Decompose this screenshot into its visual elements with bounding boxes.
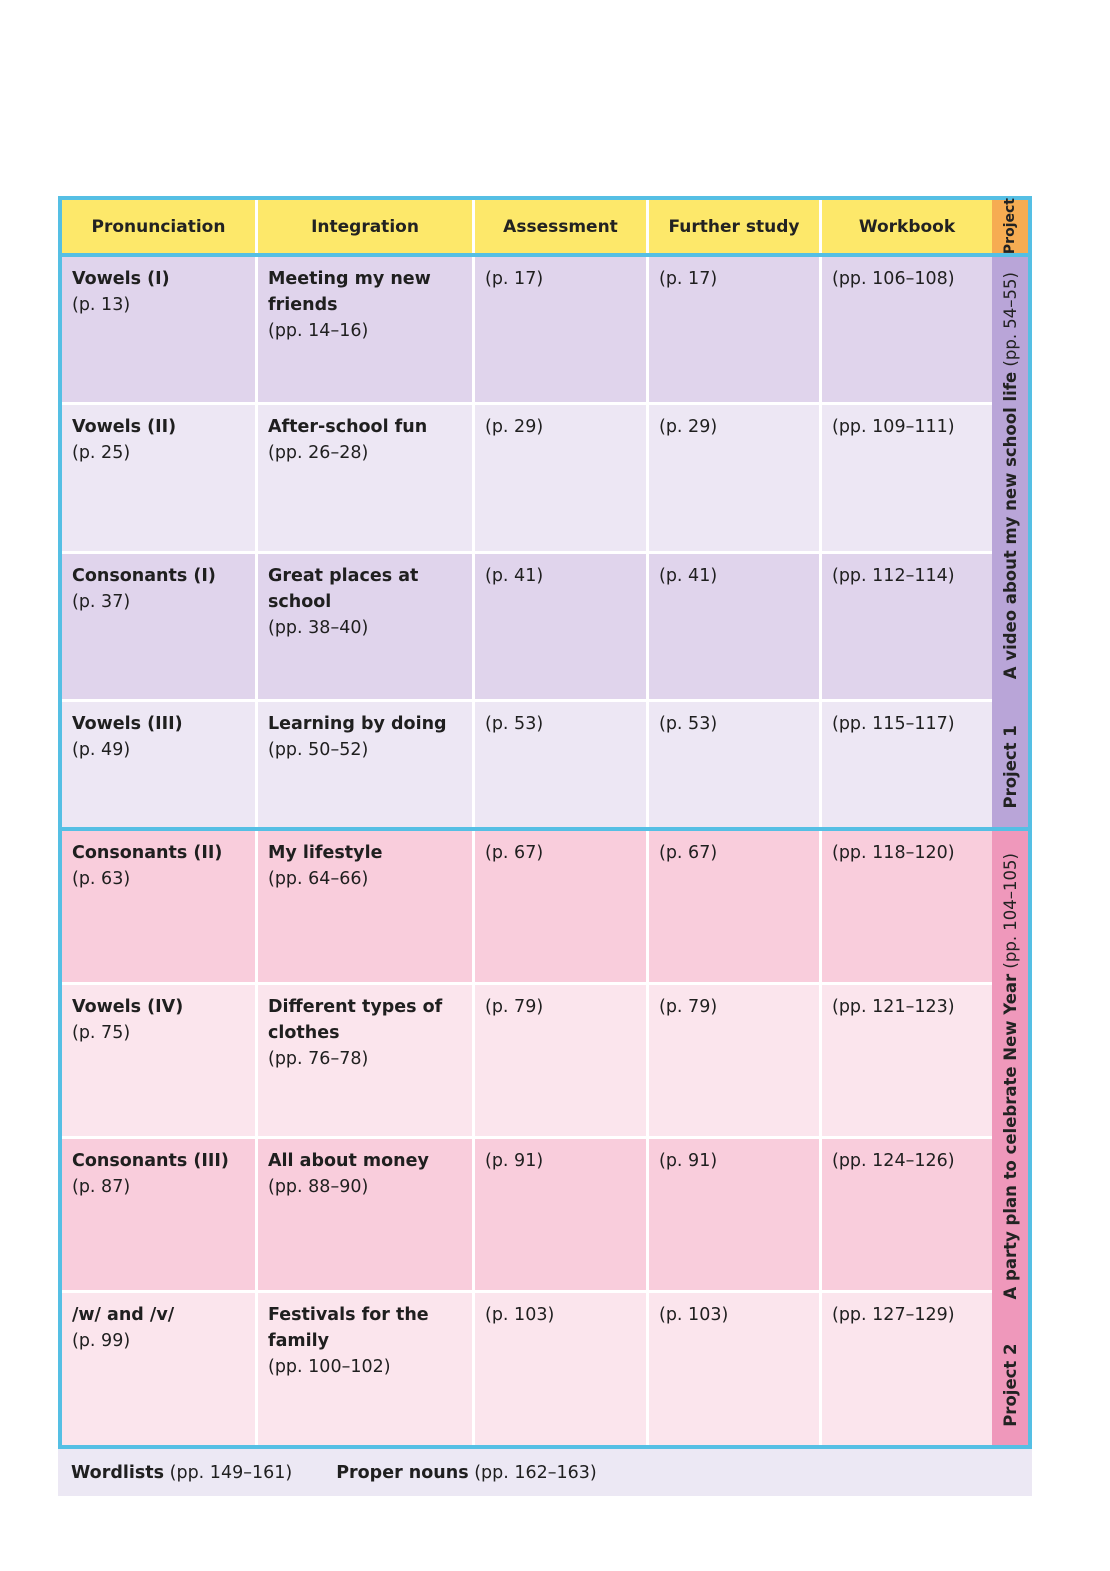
pronunciation-page: (p. 63) xyxy=(72,869,131,889)
unit-1-block xyxy=(58,253,1032,831)
table-header xyxy=(58,196,1032,257)
cell-workbook xyxy=(822,405,992,551)
further-study-page: (p. 91) xyxy=(659,1151,718,1171)
table-row xyxy=(62,257,992,405)
cell-integration xyxy=(258,257,475,402)
pronunciation-title: Consonants (II) xyxy=(72,843,223,863)
integration-title: All about money xyxy=(268,1151,429,1171)
workbook-page: (pp. 118–120) xyxy=(832,843,955,863)
header-pronunciation: Pronunciation xyxy=(62,200,258,253)
assessment-page: (p. 41) xyxy=(485,566,544,586)
integration-pages: (pp. 14–16) xyxy=(268,321,369,341)
cell-further-study xyxy=(649,831,822,982)
cell-workbook xyxy=(822,985,992,1136)
integration-title: My lifestyle xyxy=(268,843,383,863)
cell-integration xyxy=(258,702,475,827)
pronunciation-title: Consonants (III) xyxy=(72,1151,229,1171)
integration-pages: (pp. 38–40) xyxy=(268,618,369,638)
cell-assessment xyxy=(475,554,649,699)
assessment-page: (p. 53) xyxy=(485,714,544,734)
pronunciation-title: Vowels (III) xyxy=(72,714,183,734)
pronunciation-title: Vowels (I) xyxy=(72,269,170,289)
cell-pronunciation xyxy=(62,1139,258,1290)
table-row xyxy=(62,405,992,554)
integration-pages: (pp. 26–28) xyxy=(268,443,369,463)
integration-title: Great places at school xyxy=(268,566,419,612)
cell-further-study xyxy=(649,1293,822,1445)
cell-assessment xyxy=(475,405,649,551)
table-row xyxy=(62,1293,992,1445)
cell-pronunciation xyxy=(62,554,258,699)
cell-integration xyxy=(258,554,475,699)
table-row xyxy=(62,702,992,827)
wordlists-label: Wordlists xyxy=(71,1462,165,1483)
project-pages: (pp. 104–105) xyxy=(1000,853,1020,969)
pronunciation-title: Vowels (II) xyxy=(72,417,177,437)
pronunciation-page: (p. 25) xyxy=(72,443,131,463)
integration-pages: (pp. 50–52) xyxy=(268,740,369,760)
further-study-page: (p. 29) xyxy=(659,417,718,437)
pronunciation-page: (p. 49) xyxy=(72,740,131,760)
project-pages: (pp. 54–55) xyxy=(1000,272,1020,368)
cell-further-study xyxy=(649,257,822,402)
project-title: A video about my new school life xyxy=(1000,372,1020,680)
pronunciation-page: (p. 99) xyxy=(72,1331,131,1351)
integration-pages: (pp. 88–90) xyxy=(268,1177,369,1197)
further-study-page: (p. 103) xyxy=(659,1305,729,1325)
integration-title: Meeting my new friends xyxy=(268,269,431,315)
header-integration: Integration xyxy=(258,200,475,253)
assessment-page: (p. 29) xyxy=(485,417,544,437)
pronunciation-title: Consonants (I) xyxy=(72,566,216,586)
further-study-page: (p. 53) xyxy=(659,714,718,734)
project-title-vertical xyxy=(1001,853,1020,1427)
workbook-page: (pp. 121–123) xyxy=(832,997,955,1017)
integration-pages: (pp. 100–102) xyxy=(268,1357,391,1377)
cell-assessment xyxy=(475,831,649,982)
integration-title: Different types of clothes xyxy=(268,997,443,1043)
cell-pronunciation xyxy=(62,257,258,402)
proper-nouns-pages: (pp. 162–163) xyxy=(474,1462,597,1483)
integration-pages: (pp. 64–66) xyxy=(268,869,369,889)
pronunciation-title: Vowels (IV) xyxy=(72,997,184,1017)
workbook-page: (pp. 124–126) xyxy=(832,1151,955,1171)
integration-title: After-school fun xyxy=(268,417,428,437)
pronunciation-page: (p. 13) xyxy=(72,295,131,315)
project-title-vertical xyxy=(1001,272,1020,809)
project-title: A party plan to celebrate New Year xyxy=(1000,974,1020,1300)
footer-bar xyxy=(58,1449,1032,1496)
project-sidebar xyxy=(992,831,1028,1445)
header-assessment: Assessment xyxy=(475,200,649,253)
project-sidebar xyxy=(992,257,1028,827)
cell-integration xyxy=(258,1139,475,1290)
project-label: Project 2 xyxy=(1000,1343,1020,1427)
further-study-page: (p. 17) xyxy=(659,269,718,289)
cell-pronunciation xyxy=(62,831,258,982)
cell-further-study xyxy=(649,985,822,1136)
cell-pronunciation xyxy=(62,985,258,1136)
footer-proper-nouns xyxy=(336,1463,597,1483)
footer-wordlists xyxy=(71,1463,292,1483)
wordlists-pages: (pp. 149–161) xyxy=(169,1462,293,1483)
pronunciation-page: (p. 75) xyxy=(72,1023,131,1043)
table-row xyxy=(62,554,992,702)
cell-integration xyxy=(258,1293,475,1445)
integration-pages: (pp. 76–78) xyxy=(268,1049,369,1069)
further-study-page: (p. 67) xyxy=(659,843,718,863)
header-further-study: Further study xyxy=(649,200,822,253)
cell-workbook xyxy=(822,831,992,982)
workbook-page: (pp. 115–117) xyxy=(832,714,955,734)
pronunciation-title: /w/ and /v/ xyxy=(72,1305,175,1325)
assessment-page: (p. 91) xyxy=(485,1151,544,1171)
unit-2-block xyxy=(58,827,1032,1449)
cell-assessment xyxy=(475,1293,649,1445)
cell-integration xyxy=(258,985,475,1136)
workbook-page: (pp. 106–108) xyxy=(832,269,955,289)
assessment-page: (p. 17) xyxy=(485,269,544,289)
table-row xyxy=(62,985,992,1139)
further-study-page: (p. 41) xyxy=(659,566,718,586)
pronunciation-page: (p. 37) xyxy=(72,592,131,612)
assessment-page: (p. 79) xyxy=(485,997,544,1017)
cell-assessment xyxy=(475,257,649,402)
cell-further-study xyxy=(649,554,822,699)
cell-assessment xyxy=(475,702,649,827)
cell-assessment xyxy=(475,1139,649,1290)
cell-workbook xyxy=(822,257,992,402)
header-project xyxy=(992,200,1028,253)
pronunciation-page: (p. 87) xyxy=(72,1177,131,1197)
workbook-page: (pp. 127–129) xyxy=(832,1305,955,1325)
cell-workbook xyxy=(822,1139,992,1290)
cell-pronunciation xyxy=(62,405,258,551)
integration-title: Festivals for the family xyxy=(268,1305,429,1351)
assessment-page: (p. 67) xyxy=(485,843,544,863)
cell-workbook xyxy=(822,702,992,827)
cell-integration xyxy=(258,405,475,551)
cell-pronunciation xyxy=(62,1293,258,1445)
cell-further-study xyxy=(649,1139,822,1290)
workbook-page: (pp. 109–111) xyxy=(832,417,955,437)
cell-assessment xyxy=(475,985,649,1136)
header-workbook: Workbook xyxy=(858,216,956,237)
project-label: Project 1 xyxy=(1000,725,1020,809)
table-row xyxy=(62,831,992,985)
cell-pronunciation xyxy=(62,702,258,827)
table-row xyxy=(62,1139,992,1293)
cell-further-study xyxy=(649,405,822,551)
contents-table xyxy=(58,196,1032,1449)
workbook-page: (pp. 112–114) xyxy=(832,566,955,586)
assessment-page: (p. 103) xyxy=(485,1305,555,1325)
cell-workbook xyxy=(822,554,992,699)
proper-nouns-label: Proper nouns xyxy=(336,1462,469,1483)
cell-further-study xyxy=(649,702,822,827)
further-study-page: (p. 79) xyxy=(659,997,718,1017)
integration-title: Learning by doing xyxy=(268,714,447,734)
cell-workbook xyxy=(822,1293,992,1445)
header-project-label: Project xyxy=(1002,198,1018,255)
cell-integration xyxy=(258,831,475,982)
